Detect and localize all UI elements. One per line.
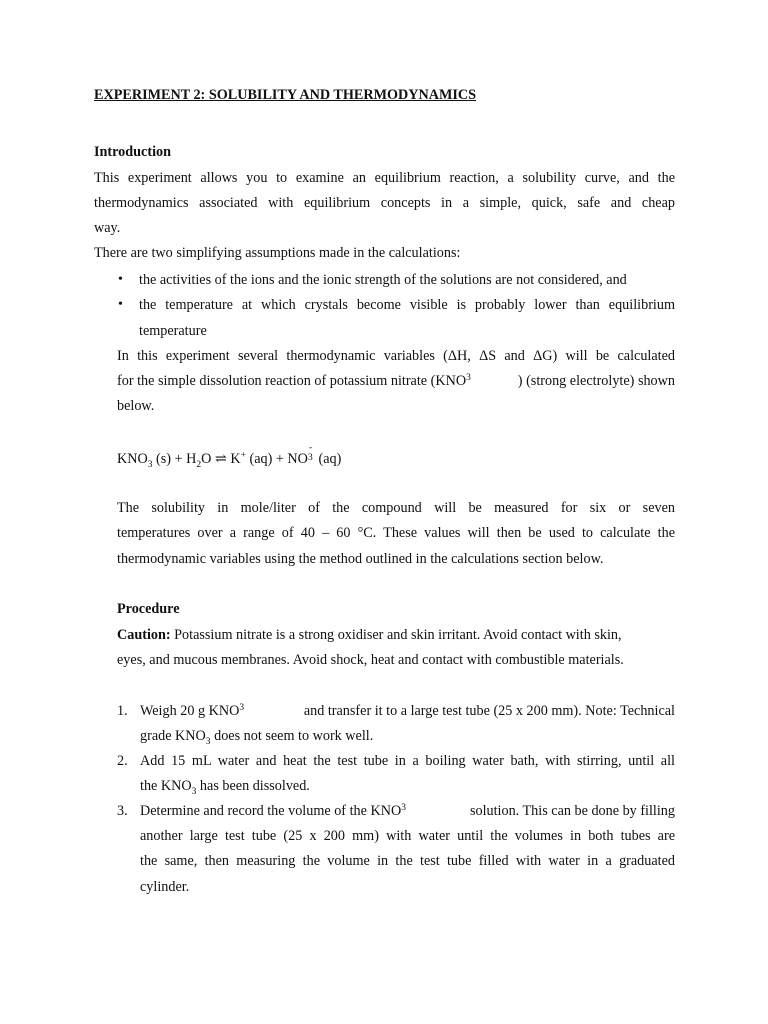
step-2-text-b: has been dissolved. [196,778,310,794]
equation-part-3: (aq) + NO [245,451,308,467]
thermo-paragraph-line-3: below. [117,398,155,414]
thermo-paragraph-line-2 [117,373,675,390]
introduction-heading: Introduction [94,144,171,160]
step-3-line-3: the same, then measuring the volume in the test tube filled with water in a graduated [140,853,675,869]
step-number-2: 2. [117,753,128,769]
dissolution-equation [117,443,342,470]
thermo-line-2-part-a: for the simple dissolution reaction of potassium nitrate (KNO [117,373,467,389]
bullet-item-1: the activities of the ions and the ionic strength of the solutions are not considered, and [139,272,627,288]
step-number-3: 3. [117,803,128,819]
step-3-line-2: another large test tube (25 x 200 mm) with water until the volumes in both tubes are [140,828,675,844]
solubility-paragraph-line-2: temperatures over a range of 40 – 60 °C. These values will then be used to calculate the [117,525,675,541]
equation-kno: KNO [117,451,148,467]
superscript-minus: - [308,443,313,453]
step-3-line-4: cylinder. [140,879,190,895]
bullet-marker: • [118,272,123,287]
subscript-3: 3 [147,459,153,470]
caution-label: Caution: [117,627,171,643]
step-2-text-a: the KNO [140,778,192,794]
step-1-text-b: and transfer it to a large test tube (25 x 200 mm). Note: Technical [300,703,675,719]
subscript-3: 3 [191,786,197,797]
procedure-heading: Procedure [117,601,180,617]
page-title: EXPERIMENT 2: SOLUBILITY AND THERMODYNAMICS [94,87,477,103]
step-number-1: 1. [117,703,128,719]
caution-text-1: Potassium nitrate is a strong oxidiser and skin irritant. Avoid contact with skin, [170,627,622,643]
subscript-3: 3 [466,373,471,383]
intro-paragraph-line-2: thermodynamics associated with equilibrium concepts in a simple, quick, safe and cheap [94,195,675,211]
superscript-plus: + [240,450,246,461]
equation-part-1: (s) + H [152,451,197,467]
subscript-3: 3 [239,703,245,713]
thermo-paragraph-line-1: In this experiment several thermodynamic variables (ΔH, ΔS and ΔG) will be calculated [117,348,675,364]
intro-paragraph-line-1: This experiment allows you to examine an equilibrium reaction, a solubility curve, and the [94,170,675,186]
bullet-item-2: the temperature at which crystals become visible is probably lower than equilibrium [139,297,675,313]
subscript-3: 3 [205,736,211,747]
thermo-line-2-part-b: ) (strong electrolyte) shown [517,373,675,389]
equation-part-4: (aq) [314,451,342,467]
solubility-paragraph-line-3: thermodynamic variables using the method outlined in the calculations section below. [117,551,604,567]
caution-line-2: eyes, and mucous membranes. Avoid shock, heat and contact with combustible materials. [117,652,624,668]
bullet-item-2-continued: temperature [139,323,207,339]
nitrate-sub-sup [307,443,315,463]
step-1-line-2 [140,728,373,747]
step-2-line-2 [140,778,310,797]
solubility-paragraph-line-1: The solubility in mole/liter of the compound will be measured for six or seven [117,500,675,516]
step-1-line-1 [140,703,675,720]
step-3-line-1 [140,803,675,820]
step-2-line-1: Add 15 mL water and heat the test tube in a boiling water bath, with stirring, until all [140,753,675,769]
bullet-marker: • [118,297,123,312]
step-3-text-b: solution. This can be done by filling [466,803,675,819]
caution-line-1 [117,627,675,644]
subscript-2: 2 [196,459,202,470]
step-1-text-d: does not seem to work well. [210,728,374,744]
step-1-text-c: grade KNO [140,728,206,744]
step-1-text-a: Weigh 20 g KNO [140,703,240,719]
intro-paragraph-line-3: way. [94,220,121,236]
equation-part-2: O ⇌ K [201,451,241,467]
subscript-3: 3 [307,453,313,463]
assumptions-intro: There are two simplifying assumptions made in the calculations: [94,245,461,261]
subscript-3: 3 [401,803,406,813]
step-3-text-a: Determine and record the volume of the KNO [140,803,402,819]
